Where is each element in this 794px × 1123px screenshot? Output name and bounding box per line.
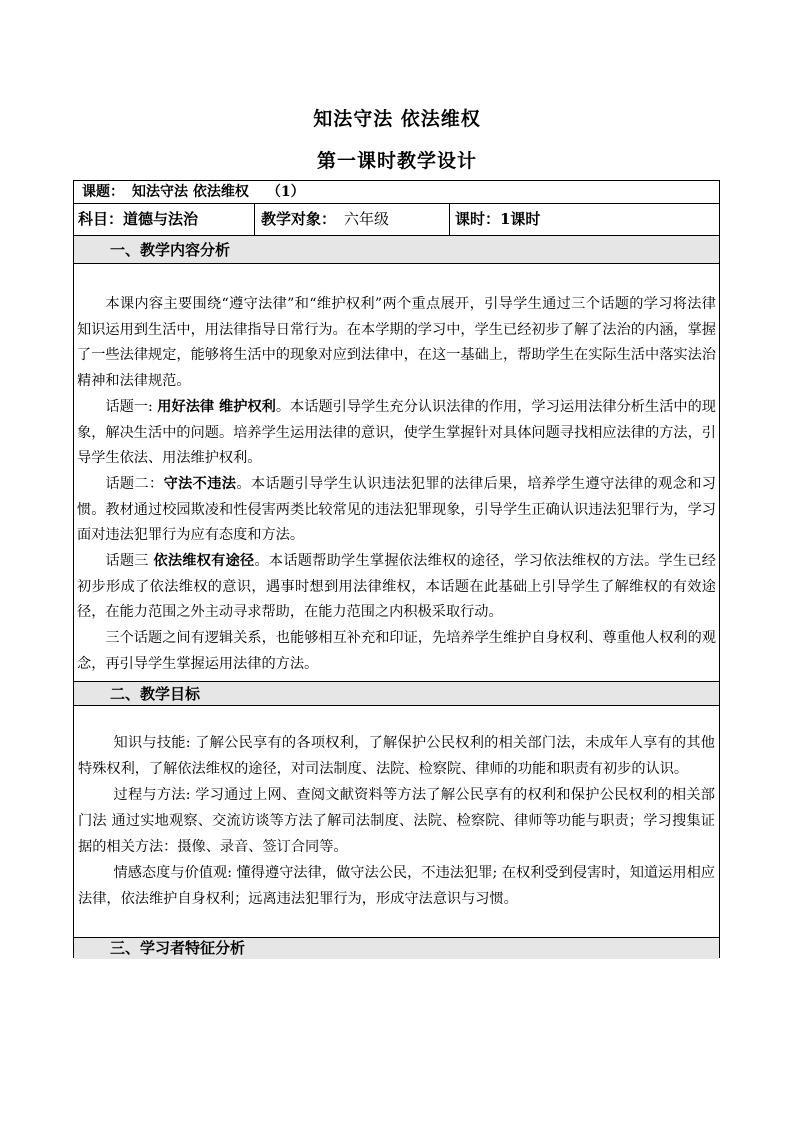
document-title: 知法守法 依法维权 [313, 108, 481, 130]
topic-number: （1） [266, 184, 305, 200]
info-row [74, 203, 719, 235]
document-subtitle: 第一课时教学设计 [316, 150, 477, 172]
subject-text: 科目：道德与法治 [78, 210, 199, 228]
audience-value: 六年级 [344, 210, 390, 228]
audience-cell [254, 204, 449, 235]
hours-cell [449, 204, 719, 235]
topic-cell [82, 181, 719, 203]
section-heading-text: 二、教学目标 [110, 685, 201, 703]
topic-row [74, 181, 719, 203]
paragraph-topic-2: 话题二：守法不违法。本话题引导学生认识违法犯罪的法律后果，培养学生遵守法律的观念和习惯。教材通过校园欺凌和性侵害两类比较常见的违法犯罪现象，引导学生正确认识违法犯罪行为，学习面对违法犯罪行为应有态度和方法。 [77, 475, 716, 544]
paragraph-knowledge-skills: 知识与技能: 了解公民享有的各项权利，了解保护公民权利的相关部门法，未成年人享有的其他特殊权利，了解依法维权的途径，对司法制度、法院、检察院、律师的功能和职责有初步的认识。 [78, 735, 715, 777]
paragraph-process-methods: 过程与方法: 学习通过上网、查阅文献资料等方法了解公民享有的权利和保护公民权利的相关部门法 通过实地观察、交流访谈等方法了解司法制度、法院、检察院、律师等功能与职责；学习搜集证据的相关方法：摄像、录音、签订合同等。 [78, 787, 715, 855]
section-body-objectives [74, 705, 719, 937]
section-heading-text: 三、学习者特征分析 [110, 939, 246, 957]
lesson-plan-table [73, 180, 720, 958]
audience-label: 教学对象： [261, 210, 337, 228]
topic-label: 课题： [82, 184, 124, 200]
subject-cell [74, 204, 254, 235]
paragraph-summary: 三个话题之间有逻辑关系，也能够相互补充和印证，先培养学生维护自身权利、尊重他人权利的观念，再引导学生掌握运用法律的方法。 [77, 630, 716, 672]
paragraph-topic-3: 话题三 依法维权有途径。本话题帮助学生掌握依法维权的途径，学习依法维权的方法。学生已经初步形成了依法维权的意识，遇事时想到用法律维权，本话题在此基础上引导学生了解维权的有效途径，在能力范围之外主动寻求帮助，在能力范围之内积极采取行动。 [77, 553, 716, 621]
paragraph-topic-1: 话题一: 用好法律 维护权利。本话题引导学生充分认识法律的作用，学习运用法律分析生活中的现象，解决生活中的问题。培养学生运用法律的意识，使学生掌握针对具体问题寻找相应法律的方法，引导学生依法、用法维护权利。 [77, 398, 716, 467]
section-heading-content-analysis [74, 235, 719, 263]
section-body-content-analysis [74, 263, 719, 681]
hours-text: 课时：1课时 [455, 210, 541, 228]
section-heading-learner-analysis [74, 937, 719, 959]
section-heading-text: 一、教学内容分析 [110, 241, 231, 259]
paragraph-intro: 本课内容主要围绕“遵守法律”和“维护权利”两个重点展开，引导学生通过三个话题的学习将法律知识运用到生活中，用法律指导日常行为。在本学期的学习中，学生已经初步了解了法治的内涵，掌握了一些法律规定，能够将生活中的现象对应到法律中，在这一基础上，帮助学生在实际生活中落实法治精神和法律规范。 [77, 296, 716, 390]
paragraph-attitudes-values: 情感态度与价值观: 懂得遵守法律，做守法公民，不违法犯罪; 在权利受到侵害时，知道运用相应法律，依法维护自身权利；远离违法犯罪行为，形成守法意识与习惯。 [78, 865, 715, 907]
topic-value: 知法守法 依法维权 [132, 184, 249, 200]
section-heading-objectives [74, 681, 719, 705]
